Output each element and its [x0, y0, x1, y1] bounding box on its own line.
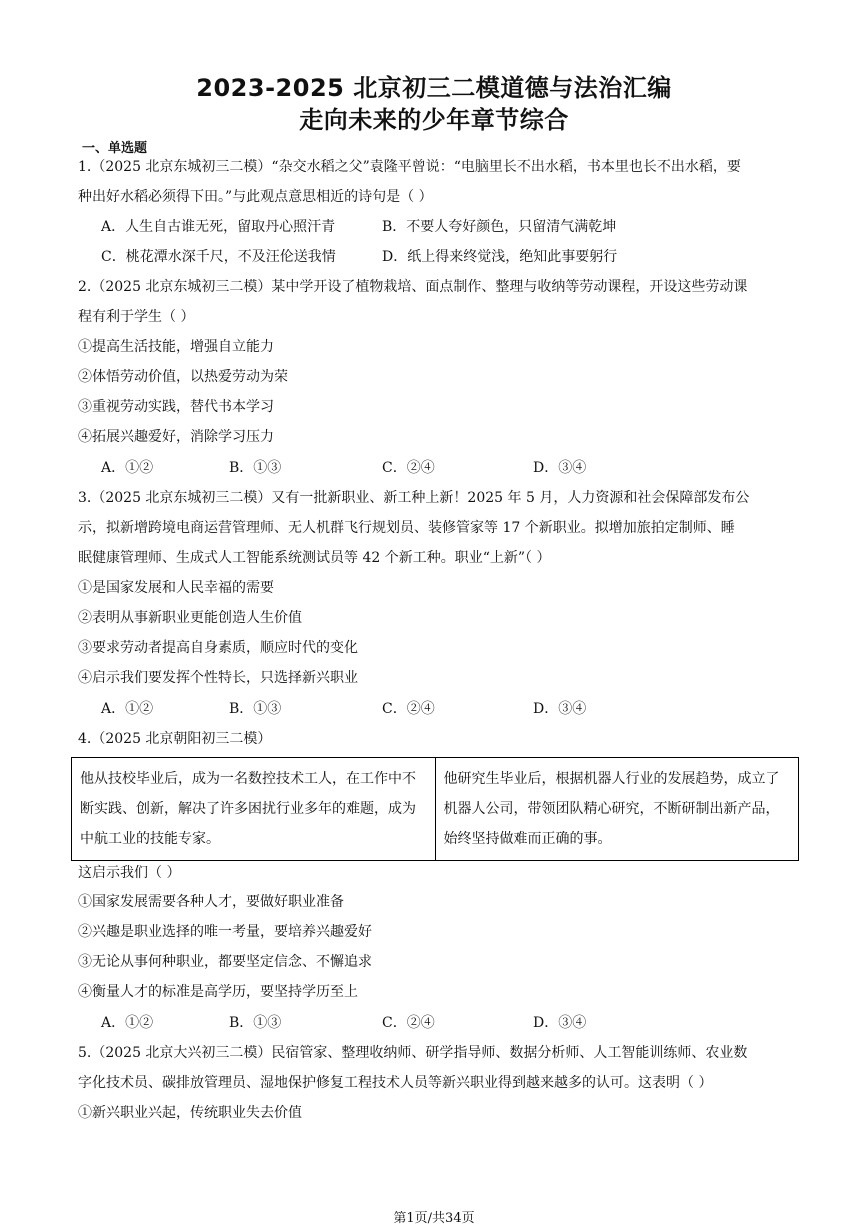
q5-stem-line1: 5.（2025 北京大兴初三二模）民宿管家、整理收纳师、研学指导师、数据分析师、人工智能训练师、农业数 [78, 1045, 748, 1061]
q2-statement-2: ②体悟劳动价值，以热爱劳动为荣 [78, 369, 288, 385]
q1-option-a: A．人生自古谁无死，留取丹心照汗青 [101, 219, 336, 235]
q3-statement-3: ③要求劳动者提高自身素质，顺应时代的变化 [78, 640, 358, 656]
q2-statement-4: ④拓展兴趣爱好，消除学习压力 [78, 429, 274, 445]
q4-option-a: A．①② [101, 1015, 154, 1031]
q2-option-d: D．③④ [533, 460, 587, 476]
q4-stem-line1: 4.（2025 北京朝阳初三二模） [78, 731, 272, 747]
q3-stem-line2: 示，拟新增跨境电商运营管理师、无人机群飞行规划员、装修管家等 17 个新职业。拟增加旅拍定制师、睡 [78, 520, 735, 536]
q3-stem-line3: 眠健康管理师、生成式人工智能系统测试员等 42 个新工种。职业“上新”（ ） [78, 550, 551, 566]
q2-option-b: B．①③ [229, 460, 282, 476]
q2-statement-1: ①提高生活技能，增强自立能力 [78, 339, 274, 355]
q4-option-c: C．②④ [382, 1015, 435, 1031]
q3-statement-2: ②表明从事新职业更能创造人生价值 [78, 610, 302, 626]
q4-statement-1: ①国家发展需要各种人才，要做好职业准备 [78, 894, 344, 910]
q1-option-b: B．不要人夸好颜色，只留清气满乾坤 [382, 219, 617, 235]
q2-stem-line2: 程有利于学生（ ） [78, 309, 195, 325]
q4-material-table [71, 757, 799, 861]
q1-stem-line1: 1.（2025 北京东城初三二模）“杂交水稻之父”袁隆平曾说：“电脑里长不出水稻，书本里也长不出水稻，要 [78, 159, 741, 175]
q2-stem-line1: 2.（2025 北京东城初三二模）某中学开设了植物栽培、面点制作、整理与收纳等劳动课程，开设这些劳动课 [78, 279, 748, 295]
q1-stem-line2: 种出好水稻必须得下田。”与此观点意思相近的诗句是（ ） [78, 189, 433, 205]
q2-option-c: C．②④ [382, 460, 435, 476]
q1-option-c: C．桃花潭水深千尺，不及汪伦送我情 [101, 249, 336, 265]
q4-option-b: B．①③ [229, 1015, 282, 1031]
q2-statement-3: ③重视劳动实践，替代书本学习 [78, 399, 274, 415]
q4-statement-2: ②兴趣是职业选择的唯一考量，要培养兴趣爱好 [78, 924, 372, 940]
q5-statement-1: ①新兴职业兴起，传统职业失去价值 [78, 1105, 302, 1121]
q3-stem-line1: 3.（2025 北京东城初三二模）又有一批新职业、新工种上新！2025 年 5 月，人力资源和社会保障部发布公 [78, 490, 750, 506]
q1-option-d: D．纸上得来终觉浅，绝知此事要躬行 [382, 249, 618, 265]
document-title: 2023-2025 北京初三二模道德与法治汇编 [196, 74, 672, 102]
q4-material-right: 他研究生毕业后，根据机器人行业的发展趋势，成立了机器人公司，带领团队精心研究，不断研制出新产品，始终坚持做难而正确的事。 [435, 758, 799, 861]
q4-statement-3: ③无论从事何种职业，都要坚定信念、不懈追求 [78, 954, 372, 970]
q3-option-a: A．①② [101, 701, 154, 717]
section-heading: 一、单选题 [82, 141, 148, 156]
page-footer: 第1页/共34页 [393, 1211, 475, 1226]
q3-option-d: D．③④ [533, 701, 587, 717]
document-subtitle: 走向未来的少年章节综合 [299, 106, 569, 134]
q4-option-d: D．③④ [533, 1015, 587, 1031]
q4-material-left: 他从技校毕业后，成为一名数控技术工人，在工作中不断实践、创新，解决了许多困扰行业多年的难题，成为中航工业的技能专家。 [72, 758, 436, 861]
q4-prompt: 这启示我们（ ） [78, 865, 181, 881]
q3-statement-4: ④启示我们要发挥个性特长，只选择新兴职业 [78, 670, 358, 686]
q3-option-c: C．②④ [382, 701, 435, 717]
q4-statement-4: ④衡量人才的标准是高学历，要坚持学历至上 [78, 984, 358, 1000]
q2-option-a: A．①② [101, 460, 154, 476]
q5-stem-line2: 字化技术员、碳排放管理员、湿地保护修复工程技术人员等新兴职业得到越来越多的认可。这表明（ ） [78, 1075, 713, 1091]
q3-statement-1: ①是国家发展和人民幸福的需要 [78, 580, 274, 596]
q3-option-b: B．①③ [229, 701, 282, 717]
